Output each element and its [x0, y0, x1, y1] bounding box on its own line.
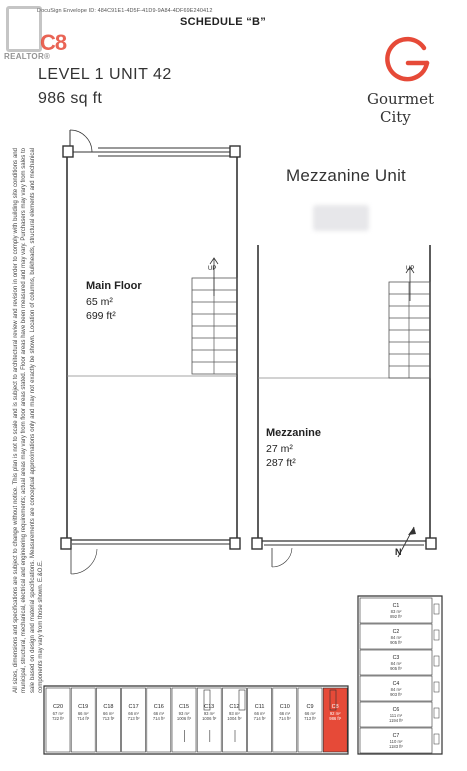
unit-id: C10 [279, 704, 290, 710]
unit-ft2: 714 ft² [77, 716, 90, 721]
unit-cell-c11 [248, 688, 272, 752]
unit-ft2: 714 ft² [253, 716, 266, 721]
unit-cell-c4 [360, 676, 439, 701]
unit-m2: 66 m² [304, 711, 316, 716]
unit-cell-c18 [96, 688, 120, 752]
realtor-watermark: REALTOR® [4, 52, 51, 61]
unit-m2: 93 m² [178, 711, 190, 716]
unit-id: C20 [52, 704, 64, 710]
unit-ft2: 713 ft² [102, 716, 115, 721]
door-mark [434, 604, 439, 614]
unit-m2: 84 m² [390, 687, 402, 692]
mezzanine-unit-title: Mezzanine Unit [286, 166, 406, 185]
unit-m2: 93 m² [203, 711, 215, 716]
unit-ft2: 905 ft² [390, 640, 402, 645]
door-mark [434, 656, 439, 666]
unit-m2: 67 m² [52, 711, 64, 716]
unit-ft2: 714 ft² [278, 716, 291, 721]
brand-city: City [380, 108, 411, 126]
unit-id: C11 [254, 704, 265, 710]
unit-m2: 110 m² [389, 739, 403, 744]
unit-ft2: 1006 ft² [202, 716, 217, 721]
unit-cell-c2 [360, 624, 439, 649]
unit-id: C2 [392, 629, 400, 635]
unit-ft2: 892 ft² [390, 614, 402, 619]
schedule-heading: SCHEDULE “B” [180, 16, 267, 28]
unit-cell-c13 [197, 688, 221, 752]
unit-m2: 111 m² [389, 713, 403, 718]
unit-ft2: 1194 ft² [389, 718, 403, 723]
door-mark [434, 708, 439, 718]
unit-m2: 84 m² [390, 635, 402, 640]
unit-id: C15 [178, 704, 190, 710]
unit-id: C8 [331, 704, 339, 710]
site-plan [0, 590, 467, 771]
unit-m2: 66 m² [103, 711, 114, 716]
unit-ft2: 905 ft² [390, 666, 402, 671]
unit-ft2: 713 ft² [127, 716, 140, 721]
mezzanine-area-m2: 27 m² [266, 443, 293, 455]
unit-m2: 93 m² [229, 711, 240, 716]
unit-id: C17 [128, 704, 139, 710]
unit-cell-c7 [360, 728, 439, 753]
unit-cell-c19 [71, 688, 95, 752]
unit-id: C3 [392, 655, 400, 661]
mezzanine-area-ft2: 287 ft² [266, 457, 296, 469]
unit-cell-c3 [360, 650, 439, 675]
unit-ft2: 1006 ft² [176, 716, 192, 721]
unit-id: C7 [392, 733, 400, 739]
unit-code: C8 [40, 30, 67, 55]
north-label: N [395, 547, 402, 557]
main-stair-up-label: UP [208, 266, 217, 272]
unit-id: C9 [306, 704, 314, 710]
unit-m2: 66 m² [128, 711, 139, 716]
unit-ft2: 986 ft² [329, 716, 342, 721]
unit-cell-c1 [360, 598, 439, 623]
unit-m2: 66 m² [254, 711, 265, 716]
unit-cell-c16 [147, 688, 171, 752]
brand-name: Gourmet [367, 90, 434, 108]
docusign-envelope-id: DocuSign Envelope ID: 484C91E1-4D5F-41D9-9A84-4DF69E240412 [37, 8, 213, 14]
unit-ft2: 1004 ft² [227, 716, 242, 721]
unit-ft2: 713 ft² [304, 716, 316, 721]
mezzanine-plan [248, 245, 448, 570]
unit-id: C1 [392, 603, 400, 609]
redacted-block [313, 205, 369, 231]
unit-cell-c8 [323, 688, 347, 752]
unit-ft2: 714 ft² [152, 716, 165, 721]
unit-id: C19 [78, 704, 89, 710]
unit-id: C6 [392, 707, 400, 713]
level-unit-title: LEVEL 1 UNIT 42 [38, 66, 172, 83]
unit-cell-c6 [360, 702, 439, 727]
unit-cell-c10 [273, 688, 297, 752]
unit-m2: 66 m² [279, 711, 291, 716]
gourmet-city-logo-icon [384, 36, 432, 84]
unit-ft2: 1183 ft² [389, 744, 403, 749]
unit-m2: 84 m² [390, 661, 402, 666]
disclaimer-text: All sizes, dimensions and specifications are subject to change without notice. This plan is not to scale and is subject to architectural review and revision in order to comply with building site conditions and municipal, structural, mechanical, electrical and engineering requirements; actual areas may vary from floor areas stated. Floor areas have been measured and may vary. Purchasers may vary from sales to sale based on design and material specifications. Measurements are conceptual approximations only and may not exactly be shown. Location of columns, bulkheads, structural elements and mechanical components may vary from those shown. E.&O.E. [13, 148, 45, 693]
unit-id: C18 [103, 704, 114, 710]
unit-m2: 92 m² [329, 711, 341, 716]
unit-id: C12 [229, 704, 240, 710]
door-mark [434, 630, 439, 640]
unit-cell-c15 [172, 688, 196, 752]
main-floor-area-ft2: 699 ft² [86, 310, 116, 322]
unit-ft2: 722 ft² [52, 716, 64, 721]
mezzanine-label: Mezzanine [266, 427, 322, 439]
unit-m2: 66 m² [153, 711, 165, 716]
unit-id: C16 [153, 704, 164, 710]
unit-cell-c17 [122, 688, 146, 752]
realtor-logo-icon [6, 6, 42, 52]
main-floor-label: Main Floor [86, 280, 142, 292]
unit-cell-c9 [298, 688, 322, 752]
main-floor-plan [50, 118, 250, 578]
main-floor-area-m2: 65 m² [86, 296, 113, 308]
unit-id: C4 [392, 681, 400, 687]
unit-area: 986 sq ft [38, 90, 103, 107]
unit-cell-c20 [46, 688, 70, 752]
unit-m2: 83 m² [390, 609, 402, 614]
unit-m2: 66 m² [77, 711, 89, 716]
unit-ft2: 903 ft² [390, 692, 402, 697]
mezz-stair-up-label: UP [406, 266, 415, 272]
unit-cell-c12 [222, 688, 246, 752]
unit-id: C13 [204, 704, 215, 710]
door-mark [434, 682, 439, 692]
door-mark [434, 734, 439, 744]
